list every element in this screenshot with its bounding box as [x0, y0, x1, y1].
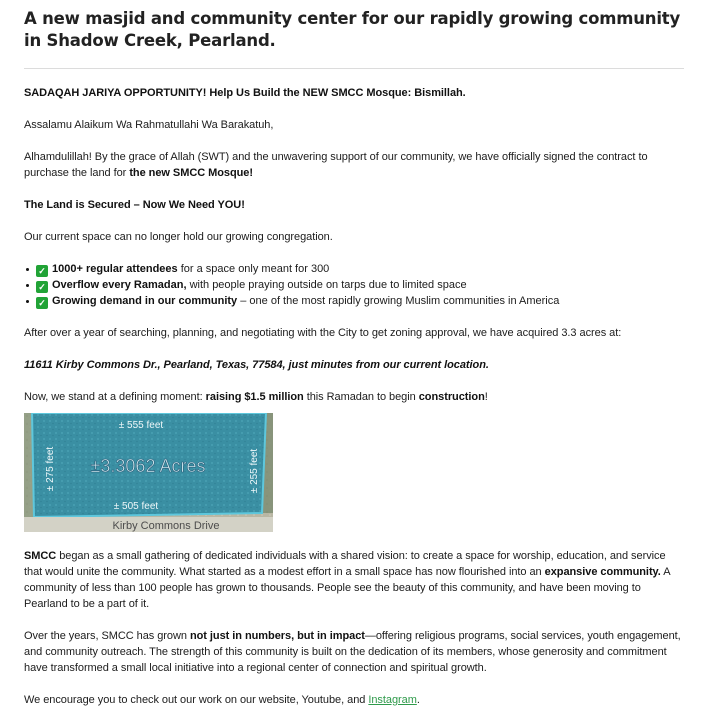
acreage-label: ±3.3062 Acres: [90, 456, 206, 476]
right-dimension-label: ± 255 feet: [249, 448, 260, 494]
list-item: ✓ Growing demand in our community – one of the most rapidly growing Muslim communities in America: [24, 293, 684, 309]
check-icon: ✓: [36, 281, 48, 293]
land-plot-image: [24, 413, 273, 532]
list-item: ✓ 1000+ regular attendees for a space only meant for 300: [24, 261, 684, 277]
address: 11611 Kirby Commons Dr., Pearland, Texas, 77584, just minutes from our current location.: [24, 359, 489, 371]
current-space-text: Our current space can no longer hold our growing congregation.: [24, 231, 333, 243]
greeting: Assalamu Alaikum Wa Rahmatullahi Wa Barakatuh,: [24, 119, 274, 131]
intro-paragraph: Alhamdulillah! By the grace of Allah (SWT) and the unwavering support of our community, we have officially signed the contract to purchase the land for the new SMCC Mosque!: [24, 151, 648, 179]
top-dimension-label: ± 555 feet: [118, 420, 164, 431]
check-icon: ✓: [36, 297, 48, 309]
instagram-link[interactable]: Instagram: [368, 694, 417, 706]
impact-paragraph: Over the years, SMCC has grown not just in numbers, but in impact—offering religious programs, social services, youth engagement, and community outreach. The strength of this community is built on the dedication of its members, whose generosity and commitment have transformed a small local initiative into a regional center of connection and spiritual growth.: [24, 630, 681, 674]
secured-heading: The Land is Secured – Now We Need YOU!: [24, 199, 245, 211]
street-label: Kirby Commons Drive: [112, 520, 220, 532]
headline: SADAQAH JARIYA OPPORTUNITY! Help Us Build the NEW SMCC Mosque: Bismillah.: [24, 87, 466, 99]
bottom-dimension-label: ± 505 feet: [113, 501, 159, 512]
left-dimension-label: ± 275 feet: [45, 446, 56, 492]
attendance-list: [24, 261, 684, 309]
smcc-paragraph: SMCC began as a small gathering of dedicated individuals with a shared vision: to create a space for worship, education, and service that would unite the community. What started as a modest effort in a small space has now flourished into an expansive community. A community of less than 100 people has grown to thousands. People see the beauty of this community, and have been moving to Pearland to be a part of it.: [24, 550, 670, 610]
check-icon: ✓: [36, 265, 48, 277]
divider: [24, 68, 684, 69]
fundraising-goal: Now, we stand at a defining moment: raising $1.5 million this Ramadan to begin construction!: [24, 391, 488, 403]
list-item: ✓ Overflow every Ramadan, with people praying outside on tarps due to limited space: [24, 277, 684, 293]
encourage-paragraph: We encourage you to check out our work on our website, Youtube, and Instagram.: [24, 694, 420, 706]
acquired-text: After over a year of searching, planning, and negotiating with the City to get zoning approval, we have acquired 3.3 acres at:: [24, 327, 622, 339]
page-title: A new masjid and community center for our rapidly growing community in Shadow Creek, Pearland.: [24, 9, 681, 50]
